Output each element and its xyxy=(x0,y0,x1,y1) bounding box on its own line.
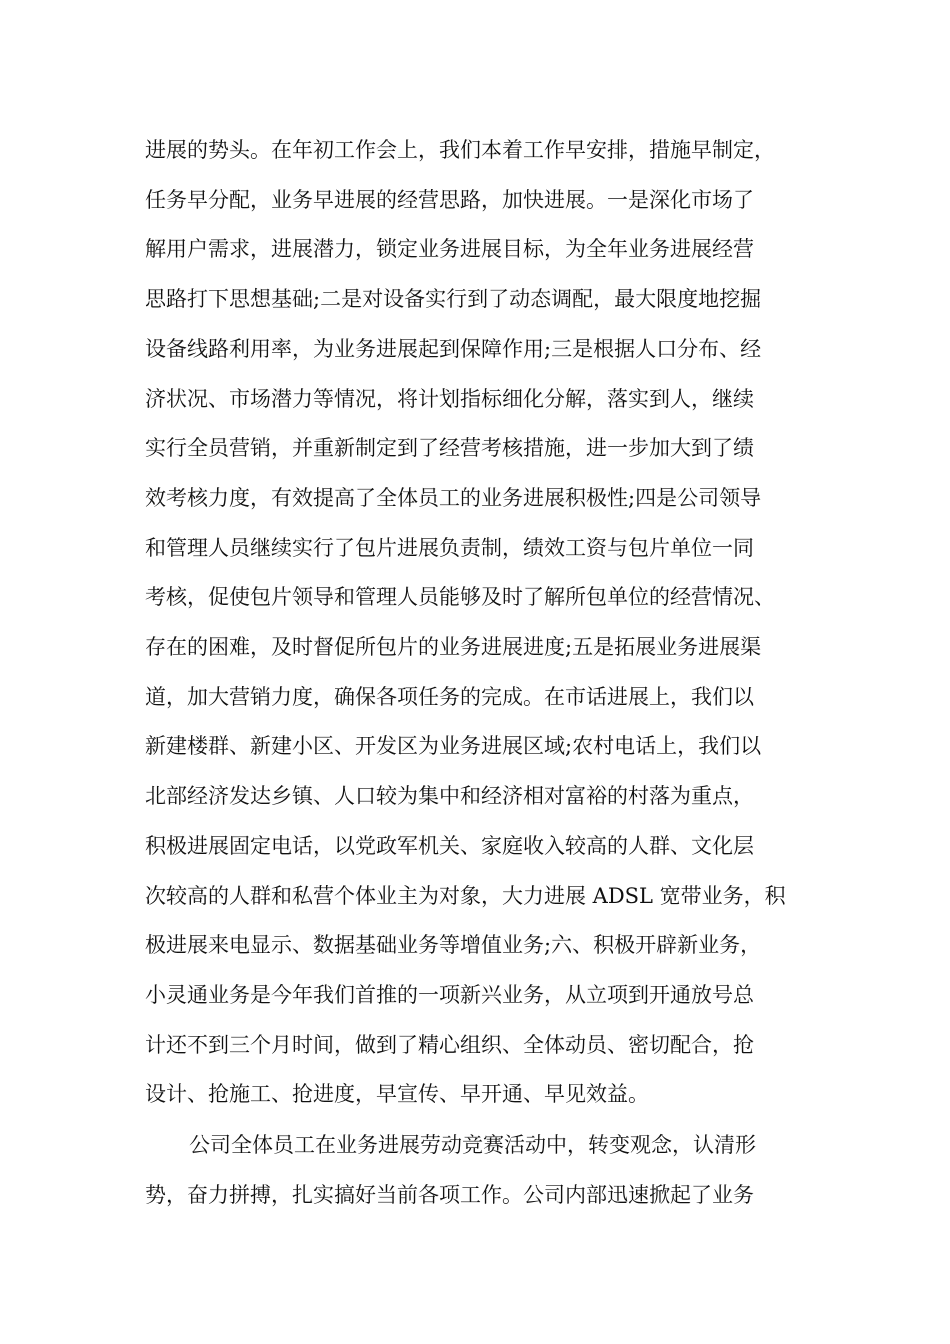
text-line: 存在的困难，及时督促所包片的业务进展进度;五是拓展业务进展渠 xyxy=(145,635,762,659)
text-line: 设计、抢施工、抢进度，早宣传、早开通、早见效益。 xyxy=(145,1082,649,1107)
text-line: 和管理人员继续实行了包片进展负责制，绩效工资与包片单位一同 xyxy=(145,535,754,560)
text-line: 势，奋力拼搏，扎实搞好当前各项工作。公司内部迅速掀起了业务 xyxy=(145,1183,754,1207)
text-line: 考核，促使包片领导和管理人员能够及时了解所包单位的经营情况、 xyxy=(145,585,775,610)
text-line: 北部经济发达乡镇、人口较为集中和经济相对富裕的村落为重点， xyxy=(145,784,754,809)
text-line: 实行全员营销，并重新制定到了经营考核措施，进一步加大到了绩 xyxy=(145,436,754,461)
text-line: 新建楼群、新建小区、开发区为业务进展区域;农村电话上，我们以 xyxy=(145,734,762,759)
text-line: 任务早分配，业务早进展的经营思路，加快进展。一是深化市场了 xyxy=(145,187,754,212)
text-line: 济状况、市场潜力等情况，将计划指标细化分解，落实到人，继续 xyxy=(145,386,754,411)
text-line: 解用户需求，进展潜力，锁定业务进展目标，为全年业务进展经营 xyxy=(145,237,754,262)
text-line: 公司全体员工在业务进展劳动竞赛活动中，转变观念，认清形 xyxy=(189,1133,756,1158)
text-line: 进展的势头。在年初工作会上，我们本着工作早安排，措施早制定， xyxy=(145,138,775,162)
text-line: 小灵通业务是今年我们首推的一项新兴业务，从立项到开通放号总 xyxy=(145,982,754,1007)
text-line: 设备线路利用率，为业务进展起到保障作用;三是根据人口分布、经 xyxy=(145,336,762,361)
text-line: 极进展来电显示、数据基础业务等增值业务;六、积极开辟新业务， xyxy=(145,933,762,958)
text-line: 效考核力度，有效提高了全体员工的业务进展积极性;四是公司领导 xyxy=(145,485,762,510)
text-line: 次较高的人群和私营个体业主为对象，大力进展 ADSL 宽带业务，积 xyxy=(145,883,786,908)
text-line: 思路打下思想基础;二是对设备实行到了动态调配，最大限度地挖掘 xyxy=(145,287,762,312)
text-line: 道，加大营销力度，确保各项任务的完成。在市话进展上，我们以 xyxy=(145,684,754,709)
text-line: 计还不到三个月时间，做到了精心组织、全体动员、密切配合，抢 xyxy=(145,1032,754,1057)
text-line: 积极进展固定电话，以党政军机关、家庭收入较高的人群、文化层 xyxy=(145,833,754,858)
